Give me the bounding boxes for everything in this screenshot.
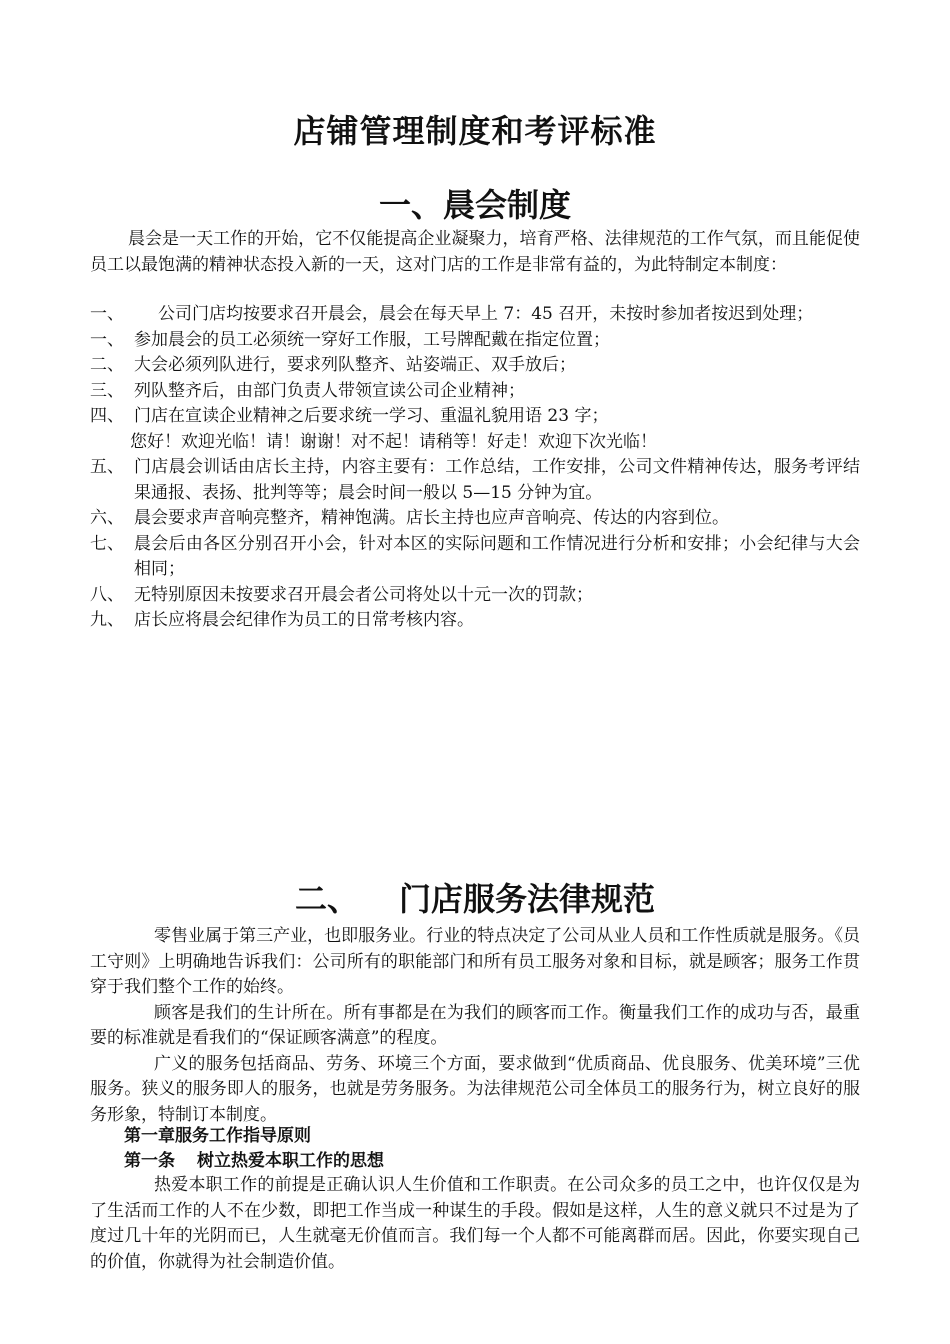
rule-text: 大会必须列队进行，要求列队整齐、站姿端正、双手放后；: [134, 355, 576, 375]
rule-number: [90, 430, 130, 456]
rule-number: 二、: [90, 355, 124, 375]
rule-item: [90, 302, 860, 328]
rule-number: 四、: [90, 406, 124, 426]
rule-item: [90, 353, 860, 379]
rule-text: 列队整齐后，由部门负责人带领宣读公司企业精神；: [134, 380, 525, 401]
section-2-paragraph: 广义的服务包括商品、劳务、环境三个方面，要求做到“优质商品、优良服务、优美环境”三优服务。狭义的服务即人的服务，也就是劳务服务。为法律规范公司全体员工的服务行为，树立良好的服务形象，特制订本制度。: [90, 1053, 860, 1125]
rule-number: 七、: [90, 533, 124, 554]
rule-item: [90, 532, 860, 583]
section-2-intro-block: [90, 924, 860, 1128]
section-2-paragraph: 顾客是我们的生计所在。所有事都是在为我们的顾客而工作。衡量我们工作的成功与否，最重要的标准就是看我们的“保证顾客满意”的程度。: [90, 1002, 860, 1048]
rule-text: 店长应将晨会纪律作为员工的日常考核内容。: [134, 610, 474, 630]
section-1-heading: 一、晨会制度: [378, 186, 571, 224]
chapter-heading: 第一章服务工作指导原则: [124, 1126, 311, 1146]
article-heading: [124, 1149, 384, 1174]
article-body: 热爱本职工作的前提是正确认识人生价值和工作职责。在公司众多的员工之中，也许仅仅是为了生活而工作的人不在少数，即把工作当成一种谋生的手段。假如是这样，人生的意义就只不过是为了度过几十年的光阴而已，人生就毫无价值而言。我们每一个人都不可能离群而居。因此，你要实现自己的价值，你就得为社会制造价值。: [90, 1175, 860, 1272]
rule-text: 门店晨会训话由店长主持，内容主要有：工作总结，工作安排，公司文件精神传达，服务考评结果通报、表扬、批判等等；晨会时间一般以 5—15 分钟为宜。: [134, 457, 860, 503]
section-1-intro-block: [90, 227, 860, 278]
rule-text: 公司门店均按要求召开晨会，晨会在每天早上 7：45 召开，未按时参加者按迟到处理；: [158, 304, 814, 324]
rule-text: 门店在宣读企业精神之后要求统一学习、重温礼貌用语 23 字；: [134, 406, 609, 426]
rule-text: 晨会要求声音响亮整齐，精神饱满。店长主持也应声音响亮、传达的内容到位。: [134, 508, 729, 528]
rule-item: [90, 583, 860, 609]
rule-item: [90, 608, 860, 634]
rule-item: [90, 455, 860, 506]
rule-number: 一、: [90, 329, 124, 350]
rule-item: [90, 404, 860, 430]
rule-text: 您好！欢迎光临！请！谢谢！对不起！请稍等！好走！欢迎下次光临！: [130, 431, 657, 452]
rule-item: [90, 430, 860, 456]
rule-text: 参加晨会的员工必须统一穿好工作服，工号牌配戴在指定位置；: [134, 329, 610, 350]
rule-number: 一、: [90, 304, 124, 324]
document-title: 店铺管理制度和考评标准: [293, 112, 657, 150]
rule-number: 九、: [90, 610, 124, 630]
rule-number: 五、: [90, 457, 124, 477]
rule-number: 八、: [90, 584, 124, 605]
section-1-intro: 晨会是一天工作的开始，它不仅能提高企业凝聚力，培育严格、法律规范的工作气氛，而且能促使员工以最饱满的精神状态投入新的一天，这对门店的工作是非常有益的，为此特制定本制度：: [90, 229, 860, 275]
rule-number: 六、: [90, 508, 124, 528]
rule-number: 三、: [90, 380, 124, 401]
rule-item: [90, 328, 860, 354]
rule-item: [90, 379, 860, 405]
article-body-block: [90, 1173, 860, 1275]
section-2-heading: [0, 874, 950, 920]
article-number: 第一条: [124, 1151, 175, 1171]
rule-item: [90, 506, 860, 532]
section-2-heading-number: 二、: [294, 880, 359, 918]
rule-text: 无特别原因未按要求召开晨会者公司将处以十元一次的罚款；: [134, 584, 593, 605]
section-2-paragraph: 零售业属于第三产业，也即服务业。行业的特点决定了公司从业人员和工作性质就是服务。《员工守则》上明确地告诉我们：公司所有的职能部门和所有员工服务对象和目标，就是顾客；服务工作贯穿于我们整个工作的始终。: [90, 926, 860, 997]
article-title: 树立热爱本职工作的思想: [197, 1151, 384, 1171]
rule-text: 晨会后由各区分别召开小会，针对本区的实际问题和工作情况进行分析和安排；小会纪律与大会相同；: [134, 533, 860, 579]
section-2-heading-text: 门店服务法律规范: [399, 880, 656, 918]
morning-meeting-rules: [90, 302, 860, 634]
